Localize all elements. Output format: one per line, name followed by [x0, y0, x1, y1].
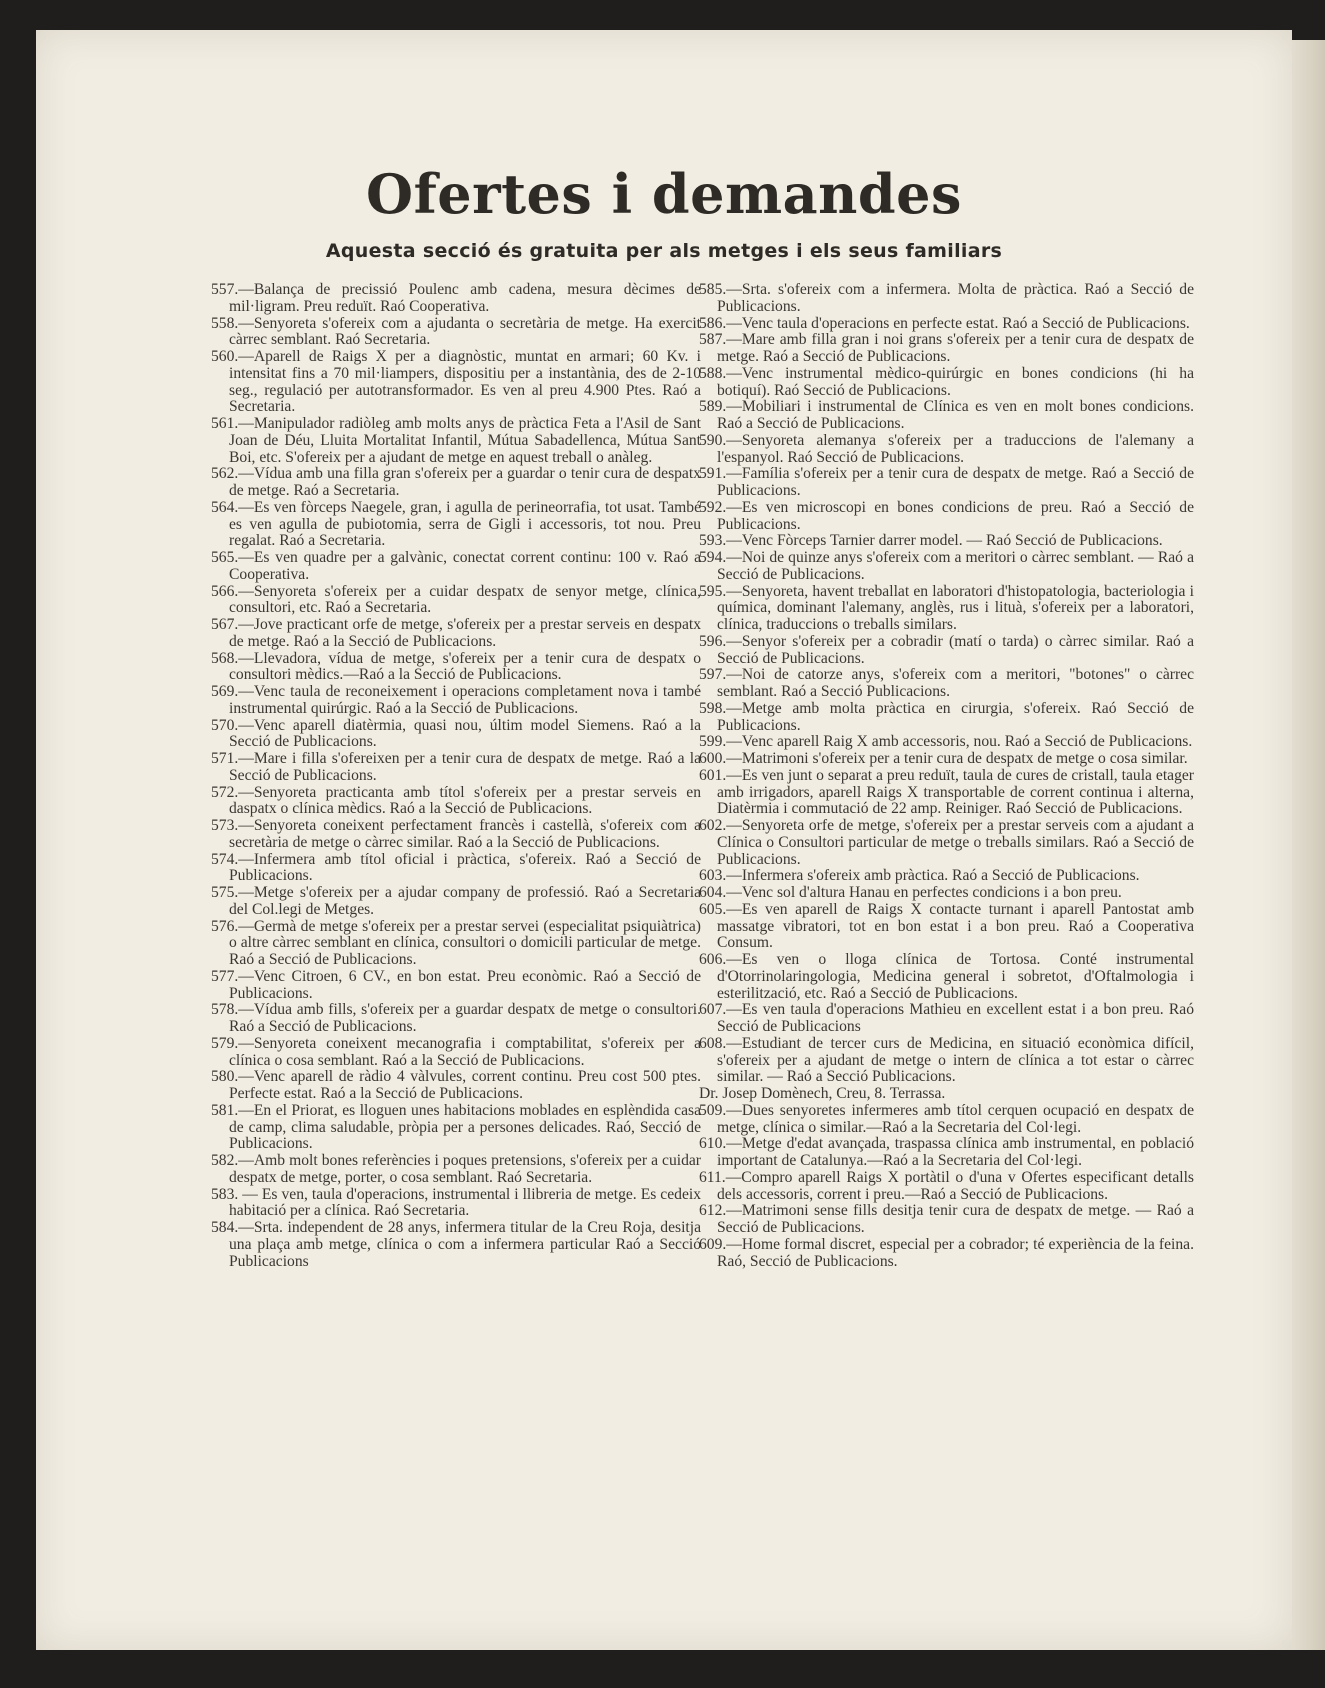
classified-entry: 598.—Metge amb molta pràctica en cirurgia, s'ofereix. Raó Secció de Publicacions.	[699, 699, 1194, 734]
page-title: Ofertes i demandes	[366, 162, 962, 226]
classified-entry: 572.—Senyoreta practicanta amb títol s'ofereix per a prestar serveis en daspatx o clínica mèdics. Raó a la Secció de Publicacions.	[211, 783, 701, 818]
classified-entry: 577.—Venc Citroen, 6 CV., en bon estat. Preu econòmic. Raó a Secció de Publicacions.	[211, 967, 701, 1002]
classified-entry: 568.—Llevadora, vídua de metge, s'ofereix per a tenir cura de despatx o consultori mèdics.—Raó a la Secció de Publicacions.	[211, 649, 701, 684]
classified-entry: 565.—Es ven quadre per a galvànic, conectat corrent continu: 100 v. Raó a Cooperativa.	[211, 549, 701, 583]
classified-entry: 606.—Es ven o lloga clínica de Tortosa. Conté instrumental d'Otorrinolaringologia, Medicina general i sobretot, d'Oftalmologia i esterilització, etc. Raó a Secció de Publicacions.	[699, 951, 1194, 1002]
classified-entry: 604.—Venc sol d'altura Hanau en perfectes condicions i a bon preu.	[699, 884, 1122, 901]
classified-entry: 597.—Noi de catorze anys, s'ofereix com a meritori, "botones" o càrrec semblant. Raó a Secció Publicacions.	[699, 666, 1194, 700]
classified-entry: 596.—Senyor s'ofereix per a cobradir (matí o tarda) o càrrec similar. Raó a Secció de Publicacions.	[699, 632, 1194, 667]
next-page-edge	[1288, 40, 1325, 1650]
classified-entry: 571.—Mare i filla s'ofereixen per a tenir cura de despatx de metge. Raó a la Secció de Publicacions.	[211, 750, 701, 784]
classified-entry: 611.—Compro aparell Raigs X portàtil o d'una v Ofertes especificant detalls dels accessoris, corrent i preu.—Raó a Secció de Publicacions.	[699, 1168, 1194, 1203]
classified-entry: 600.—Matrimoni s'ofereix per a tenir cura de despatx de metge o cosa similar.	[699, 750, 1188, 767]
classified-entry: 592.—Es ven microscopi en bones condicions de preu. Raó a Secció de Publicacions.	[699, 498, 1194, 533]
classified-entry: 560.—Aparell de Raigs X per a diagnòstic, muntat en armari; 60 Kv. i intensitat fins a 70 mil·liampers, dispositiu per a instantània, des de 2-10 seg., regulació per autotransformador. Es ven al preu 4.900 Ptes. Raó a Secretaria.	[211, 348, 701, 416]
classified-entry: 561.—Manipulador radiòleg amb molts anys de pràctica Feta a l'Asil de Sant Joan de Déu, Lluita Mortalitat Infantil, Mútua Sabadellenca, Mútua Sant Boi, etc. S'ofereix per a ajudant de metge en aquest treball o anàleg.	[211, 415, 701, 466]
classified-entry: 601.—Es ven junt o separat a preu reduït, taula de cures de cristall, taula etager amb irrigadors, aparell Raigs X transportable de corrent continua i alterna, Diatèrmia i commutació de 22 amp. Reiniger. Raó Secció de Publicacions.	[699, 766, 1194, 818]
classified-entry: 595.—Senyoreta, havent treballat en laboratori d'histopatologia, bacteriologia i química, dominant l'alemany, anglès, rus i lituà, s'ofereix per a laboratori, clínica, traduccions o treballs similars.	[699, 582, 1194, 633]
classified-entry: 569.—Venc taula de reconeixement i operacions completament nova i també instrumental quirúrgic. Raó a la Secció de Publicacions.	[211, 683, 701, 717]
classified-entry: 605.—Es ven aparell de Raigs X contacte turnant i aparell Pantostat amb massatge vibratori, tot en bon estat i a bon preu. Raó a Cooperativa Consum.	[699, 900, 1194, 952]
right-column	[699, 282, 1194, 1270]
classified-entry: 557.—Balança de precissió Poulenc amb cadena, mesura dècimes de mil·ligram. Preu reduït. Raó Cooperativa.	[211, 281, 701, 315]
classified-entry: 585.—Srta. s'ofereix com a infermera. Molta de pràctica. Raó a Secció de Publicacions.	[699, 281, 1194, 315]
classified-entry: 608.—Estudiant de tercer curs de Medicina, en situació econòmica difícil, s'ofereix per a ajudant de metge o intern de clínica a tot estar o càrrec similar. — Raó a Secció Publicacions.	[699, 1034, 1194, 1086]
classified-entry: 573.—Senyoreta coneixent perfectament francès i castellà, s'ofereix com a secretària de metge o càrrec similar. Raó a la Secció de Publicacions.	[211, 817, 701, 851]
classified-entry: 590.—Senyoreta alemanya s'ofereix per a traduccions de l'alemany a l'espanyol. Raó Secció de Publicacions.	[699, 431, 1194, 466]
classified-entry: 562.—Vídua amb una filla gran s'ofereix per a guardar o tenir cura de despatx de metge. Raó a Secretaria.	[211, 465, 701, 499]
classified-entry: 558.—Senyoreta s'ofereix com a ajudanta o secretària de metge. Ha exercit càrrec semblant. Raó Secretaria.	[211, 314, 701, 349]
classified-entry: 583. — Es ven, taula d'operacions, instrumental i llibreria de metge. Es cedeix habitació per a clínica. Raó Secretaria.	[211, 1185, 701, 1220]
classified-entry: 603.—Infermera s'ofereix amb pràctica. Raó a Secció de Publicacions.	[699, 867, 1140, 885]
classified-entry: 610.—Metge d'edat avançada, traspassa clínica amb instrumental, en població important de Catalunya.—Raó a la Secretaria del Col·legi.	[699, 1135, 1194, 1169]
classified-entry: 567.—Jove practicant orfe de metge, s'ofereix per a prestar serveis en despatx de metge. Raó a la Secció de Publicacions.	[211, 616, 701, 650]
classified-entry: 609.—Home formal discret, especial per a cobrador; té experiència de la feina. Raó, Secció de Publicacions.	[699, 1235, 1194, 1270]
document-page	[36, 30, 1292, 1650]
classified-entry: 570.—Venc aparell diatèrmia, quasi nou, últim model Siemens. Raó a la Secció de Publicacions.	[211, 716, 701, 751]
classified-entry: 574.—Infermera amb títol oficial i pràctica, s'ofereix. Raó a Secció de Publicacions.	[211, 850, 701, 885]
classified-entry: 579.—Senyoreta coneixent mecanografia i comptabilitat, s'ofereix per a clínica o cosa semblant. Raó a la Secció de Publicacions.	[211, 1034, 701, 1069]
classified-entry: 593.—Venc Fòrceps Tarnier darrer model. — Raó Secció de Publicacions.	[699, 532, 1163, 550]
classified-entry: 564.—Es ven fòrceps Naegele, gran, i agulla de perineorrafia, tot usat. També es ven agulla de pubiotomia, serra de Gigli i accessoris, tot nou. Preu regalat. Raó a Secretaria.	[211, 498, 701, 550]
classified-entry: 576.—Germà de metge s'ofereix per a prestar servei (especialitat psiquiàtrica) o altre càrrec semblant en clínica, consultori o domicili particular de metge. Raó a Secció de Publicacions.	[211, 917, 701, 968]
page-subtitle: Aquesta secció és gratuita per als metges i els seus familiars	[325, 240, 1003, 262]
classified-entry: 591.—Família s'ofereix per a tenir cura de despatx de metge. Raó a Secció de Publicacions.	[699, 465, 1194, 499]
classified-entry: 586.—Venc taula d'operacions en perfecte estat. Raó a Secció de Publicacions.	[699, 314, 1190, 332]
classified-entry: 509.—Dues senyoretes infermeres amb títol cerquen ocupació en despatx de metge, clínica o similar.—Raó a la Secretaria del Col·legi.	[699, 1101, 1194, 1136]
left-column	[211, 282, 701, 1270]
classified-entry: 587.—Mare amb filla gran i noi grans s'ofereix per a tenir cura de despatx de metge. Raó a Secció de Publicacions.	[699, 331, 1194, 365]
classified-entry: 582.—Amb molt bones referències i poques pretensions, s'ofereix per a cuidar despatx de metge, porter, o cosa semblant. Raó Secretaria.	[211, 1152, 701, 1186]
classified-entry: Dr. Josep Domènech, Creu, 8. Terrassa.	[699, 1085, 946, 1102]
classified-entry: 607.—Es ven taula d'operacions Mathieu en excellent estat i a bon preu. Raó Secció de Publicacions	[699, 1001, 1194, 1035]
classified-entry: 588.—Venc instrumental mèdico-quirúrgic en bones condicions (hi ha botiquí). Raó Secció de Publicacions.	[699, 364, 1194, 399]
classified-entry: 578.—Vídua amb fills, s'ofereix per a guardar despatx de metge o consultori. Raó a Secció de Publicacions.	[211, 1001, 701, 1035]
classified-entry: 584.—Srta. independent de 28 anys, infermera titular de la Creu Roja, desitja una plaça amb metge, clínica o com a infermera particular Raó a Secció Publicacions	[211, 1219, 701, 1270]
classified-entry: 594.—Noi de quinze anys s'ofereix com a meritori o càrrec semblant. — Raó a Secció de Publicacions.	[699, 549, 1194, 583]
classified-entry: 612.—Matrimoni sense fills desitja tenir cura de despatx de metge. — Raó a Secció de Publicacions.	[699, 1202, 1194, 1236]
classified-entry: 589.—Mobiliari i instrumental de Clínica es ven en molt bones condicions. Raó a Secció de Publicacions.	[699, 398, 1194, 432]
classified-entry: 599.—Venc aparell Raig X amb accessoris, nou. Raó a Secció de Publicacions.	[699, 733, 1193, 751]
classified-entry: 602.—Senyoreta orfe de metge, s'ofereix per a prestar serveis com a ajudant a Clínica o Consultori particular de metge o treballs similars. Raó a Secció de Publicacions.	[699, 817, 1194, 868]
classified-entry: 580.—Venc aparell de ràdio 4 vàlvules, corrent continu. Preu cost 500 ptes. Perfecte estat. Raó a la Secció de Publicacions.	[211, 1068, 701, 1102]
classified-entry: 581.—En el Priorat, es lloguen unes habitacions moblades en esplèndida casa de camp, clima saludable, pròpia per a persones delicades. Raó, Secció de Publicacions.	[211, 1101, 701, 1153]
classified-entry: 566.—Senyoreta s'ofereix per a cuidar despatx de senyor metge, clínica, consultori, etc. Raó a Secretaria.	[211, 582, 701, 617]
classified-entry: 575.—Metge s'ofereix per a ajudar company de professió. Raó a Secretaria del Col.legi de Metges.	[211, 884, 701, 918]
